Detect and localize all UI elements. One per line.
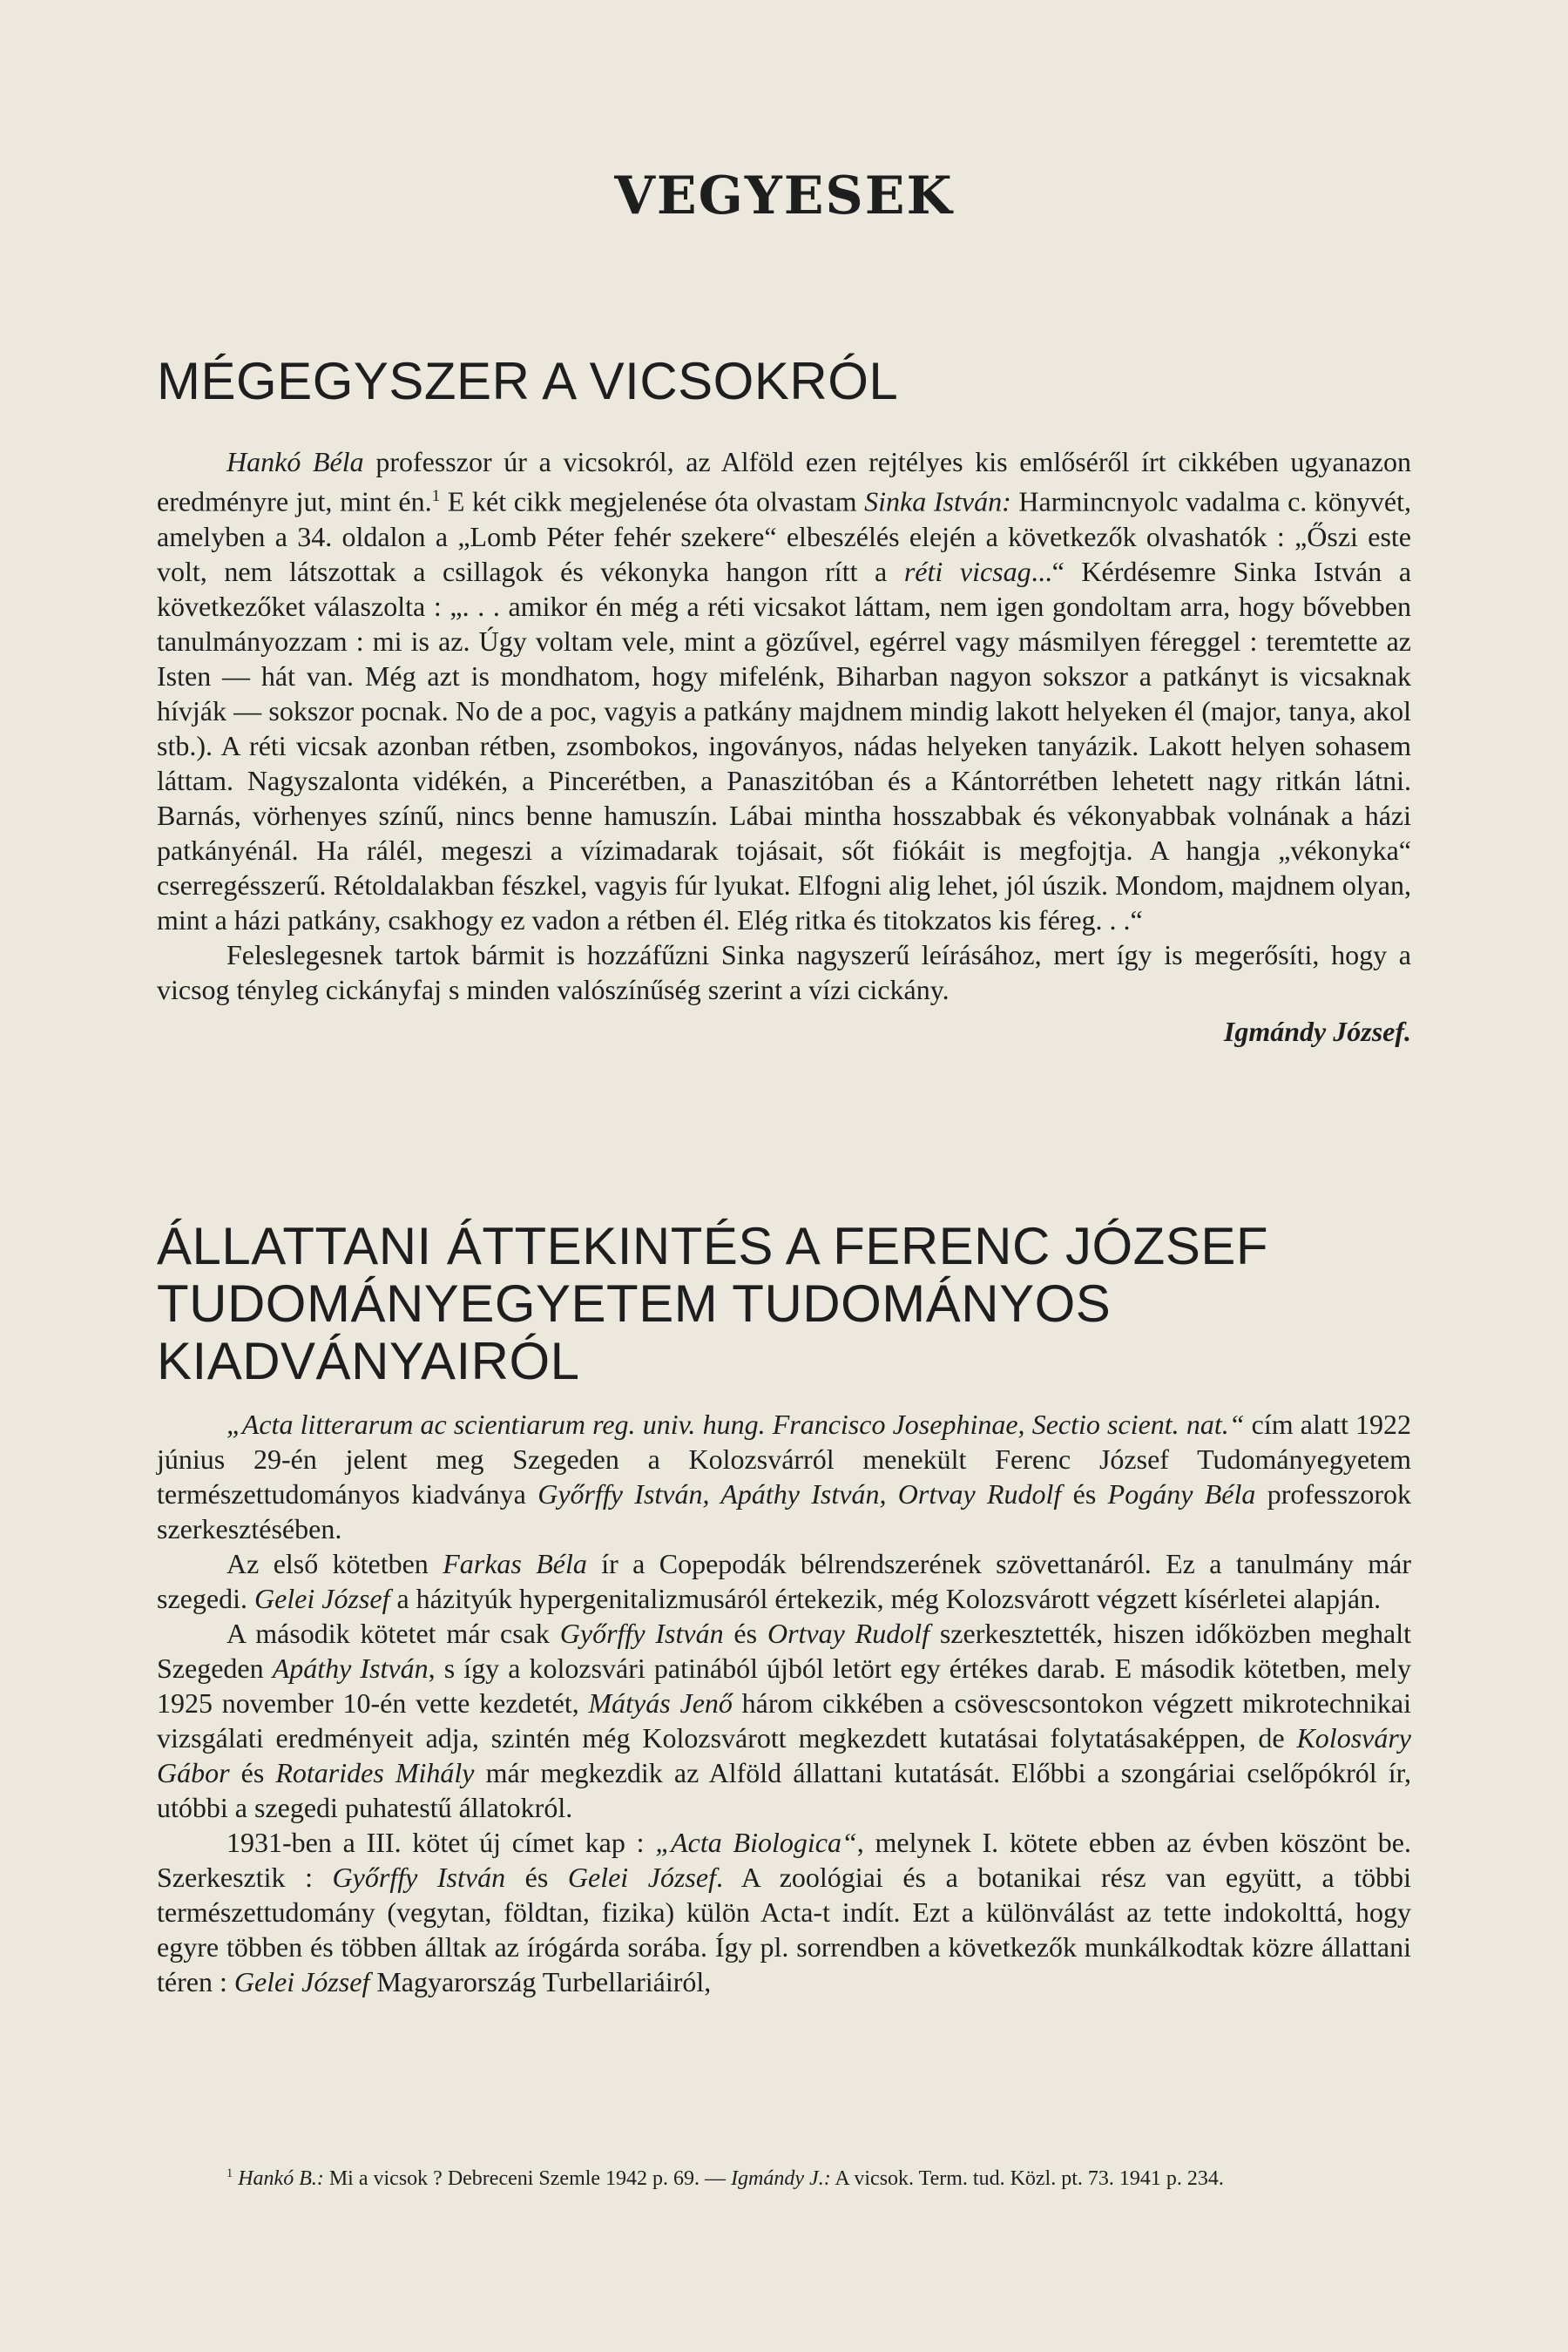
text-run: és (229, 1757, 276, 1788)
text-run: cím alatt 1922 június 29-én jelent meg Szegeden a Kolozsvárról menekült Ferenc József Tudományegyetem természettudományos kiadványa (157, 1409, 1412, 1510)
text-run: professzorok szerkesztésében. (157, 1478, 1412, 1544)
article-1-paragraph-2: Feleslegesnek tartok bármit is hozzáfűzni Sinka nagyszerű leírásához, mert így is megerősíti, hogy a vicsog tényleg cickányfaj s minden valószínűség szerint a vízi cickány. (157, 938, 1411, 1005)
person-name: Győrffy István (559, 1618, 724, 1649)
article-1-title: MÉGEGYSZER A VICSOKRÓL (157, 352, 899, 410)
text-run: Az első kötetben (226, 1548, 443, 1579)
article-2-paragraph-4 (157, 1825, 1411, 1999)
text-run: és (505, 1862, 568, 1893)
article-2-paragraph-3 (157, 1616, 1411, 1825)
article-2-paragraph-2 (157, 1546, 1411, 1616)
section-title: VEGYESEK (614, 166, 954, 226)
footnote-ref[interactable]: 1 (431, 487, 441, 505)
article-2-title-line-1: ÁLLATTANI ÁTTEKINTÉS A FERENC JÓZSEF (157, 1217, 1269, 1275)
person-name: Rotarides Mihály (275, 1757, 475, 1788)
footnotes (157, 2160, 1411, 2192)
editor-name: Pogány Béla (1107, 1478, 1256, 1510)
book-author: Sinka István: (864, 485, 1011, 517)
journal-title: „Acta Biologica“ (655, 1827, 857, 1858)
term: réti vicsag (903, 555, 1031, 587)
footnote-mark: 1 (226, 2166, 233, 2180)
citation-text: Mi a vicsok ? Debreceni Szemle 1942 p. 69. — (323, 2167, 732, 2190)
footnote-1 (157, 2160, 1411, 2192)
text-run: A második kötetet már csak (226, 1618, 560, 1649)
citation-text: A vicsok. Term. tud. Közl. pt. 73. 1941 p. 234. (830, 2167, 1224, 2190)
citation-author: Hankó B.: (238, 2167, 324, 2190)
editor-names: Győrffy István, Apáthy István, Ortvay Rudolf (537, 1478, 1062, 1510)
text-run: már megkezdik az Alföld állattani kutatását. Előbbi a szongáriai cselőpókról ír, utóbbi a szegedi puhatestű állatokról. (157, 1757, 1412, 1823)
article-2-title-line-3: KIADVÁNYAIRÓL (157, 1332, 580, 1390)
article-2 (157, 1218, 1411, 1390)
series-title: „Acta litterarum ac scientiarum reg. univ. hung. Francisco Josephinae, Sectio scient. nat.“ (226, 1409, 1245, 1440)
text-run: Harmincnyolc vadalma c. könyvét, amelyben a 34. oldalon a „Lomb Péter fehér szekere“ elbeszélés elején a következők olvashatók : „Őszi este volt, nem látszottak a csillagok és vékonyka hangon rítt a (157, 485, 1412, 587)
text-run: . A zoológiai és a botanikai rész van együtt, a többi természettudomány (vegytan, földtan, fizika) külön Acta-t indít. Ezt a különválást az tette indokolttá, hogy egyre többen és többen álltak az írógárda sorába. Így pl. sorrendben a következők munkálkodtak közre állattani téren : (157, 1862, 1412, 1997)
text-run: 1931-ben a III. kötet új címet kap : (226, 1827, 656, 1858)
text-run: és (723, 1618, 767, 1649)
person-name: Ortvay Rudolf (767, 1618, 929, 1649)
text-run: , melynek I. kötete ebben az évben köszönt be. Szerkesztik : (157, 1827, 1412, 1893)
person-name: Farkas Béla (443, 1548, 587, 1579)
text-run: E két cikk megjelenése óta olvastam (440, 485, 865, 517)
person-name: Apáthy István (272, 1652, 429, 1684)
text-run: ír a Copepodák bélrendszerének szövettanáról. Ez a tanulmány már szegedi. (157, 1548, 1412, 1614)
person-name: Gelei József (233, 1966, 370, 1997)
text-run: és (1061, 1478, 1108, 1510)
person-name: Mátyás Jenő (588, 1687, 733, 1719)
person-name: Gelei József (253, 1583, 390, 1614)
text-run: Magyarország Turbellariáiról, (369, 1966, 712, 1997)
article-2-title-line-2: TUDOMÁNYEGYETEM TUDOMÁNYOS (157, 1274, 1112, 1333)
citation-author: Igmándy J.: (731, 2167, 831, 2190)
article-1 (157, 353, 1411, 410)
article-1-paragraph-1 (157, 444, 1411, 937)
person-name: Gelei József (567, 1862, 716, 1893)
article-1-body (157, 444, 1411, 1049)
text-run: , s így a kolozsvári patinából újból letört egy értékes darab. E második kötetben, mely 1925 november 10-én vette kezdetét, (157, 1652, 1412, 1719)
author-name: Hankó Béla (226, 446, 364, 477)
article-2-paragraph-1 (157, 1407, 1411, 1546)
person-name: Kolosváry Gábor (157, 1722, 1411, 1788)
text-run: szerkesztették, hiszen időközben meghalt Szegeden (157, 1618, 1412, 1684)
article-1-signature: Igmándy József. (1223, 1015, 1411, 1047)
text-run: három cikkében a csövescsontokon végzett mikrotechnikai vizsgálati eredményeit adja, szintén még Kolozsvárott megkezdett kutatásai folytatásaképpen, de (157, 1687, 1411, 1754)
text-run: ...“ Kérdésemre Sinka István a következőket válaszolta : „. . . amikor én még a réti vicsakot láttam, nem igen gondoltam arra, hogy bővebben tanulmányozzam : mi is az. Úgy voltam vele, mint a gözűvel, egérrel vagy másmilyen féreggel : teremtette az Isten — hát van. Még azt is mondhatom, hogy mifelénk, Biharban nagyon sokszor a patkányt is vicsaknak hívják — sokszor pocnak. No de a poc, vagyis a patkány majdnem mindig lakott helyeken él (major, tanya, akol stb.). A réti vicsak azonban rétben, zsombokos, ingoványos, nádas helyeken tanyázik. Lakott helyen sohasem láttam. Nagyszalonta vidékén, a Pincerétben, a Panaszitóban és a Kántorrétben lehetett nagy ritkán látni. Barnás, vörhenyes színű, nincs benne hamuszín. Lábai mintha hosszabbak és vékonyabbak volnának a házi patkányénál. Ha rálél, megeszi a vízimadarak tojásait, sőt fiókáit is megfojtja. A hangja „vékonyka“ cserregésszerű. Rétoldalakban fészkel, vagyis fúr lyukat. Elfogni alig lehet, jól úszik. Mondom, majdnem olyan, mint a házi patkány, csakhogy ez vadon a rétben él. Elég ritka és titokzatos kis féreg. . .“ (157, 555, 1412, 936)
article-2-body (157, 1407, 1411, 1999)
text-run: professzor úr a vicsokról, az Alföld ezen rejtélyes kis emlőséről írt cikkében ugyanazon eredményre jut, mint én. (157, 446, 1412, 517)
person-name: Győrffy István (332, 1862, 506, 1893)
text-run: a házityúk hypergenitalizmusáról értekezik, még Kolozsvárott végzett kísérletei alapján. (389, 1583, 1382, 1614)
